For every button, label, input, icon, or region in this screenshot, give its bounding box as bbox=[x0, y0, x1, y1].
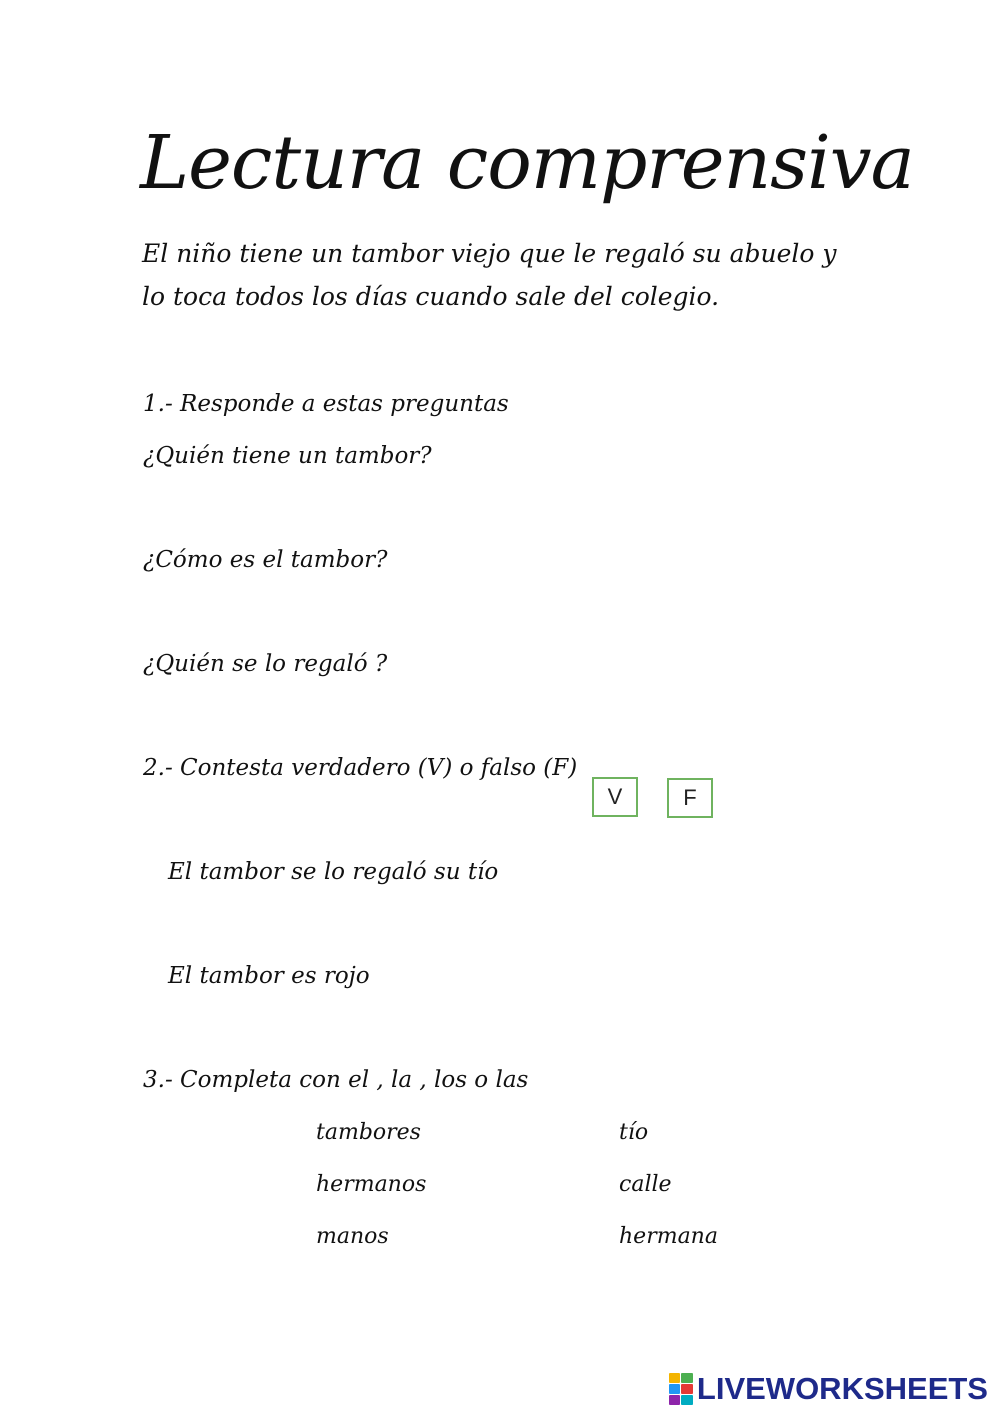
liveworksheets-wordmark: LIVEWORKSHEETS bbox=[696, 1371, 988, 1406]
liveworksheets-brand bbox=[669, 1371, 988, 1407]
section-1-heading: 1.- Responde a estas preguntas bbox=[143, 391, 509, 417]
section-3-heading: 3.- Completa con el , la , los o las bbox=[143, 1067, 529, 1093]
statement-1: El tambor se lo regaló su tío bbox=[168, 859, 499, 885]
word-left-2: hermanos bbox=[316, 1172, 427, 1197]
question-1: ¿Quién tiene un tambor? bbox=[143, 443, 432, 469]
word-left-1: tambores bbox=[316, 1120, 421, 1145]
page-title: Lectura comprensiva bbox=[140, 120, 914, 206]
liveworksheets-logo-icon bbox=[669, 1373, 693, 1405]
reading-line-2: lo toca todos los días cuando sale del colegio. bbox=[142, 282, 720, 311]
word-left-3: manos bbox=[316, 1224, 389, 1249]
word-right-3: hermana bbox=[619, 1224, 718, 1249]
word-right-2: calle bbox=[619, 1172, 672, 1197]
reading-line-1: El niño tiene un tambor viejo que le regaló su abuelo y bbox=[142, 239, 837, 268]
question-2: ¿Cómo es el tambor? bbox=[143, 547, 388, 573]
true-answer-box[interactable]: V bbox=[592, 777, 638, 817]
false-answer-box[interactable]: F bbox=[667, 778, 713, 818]
statement-2: El tambor es rojo bbox=[168, 963, 370, 989]
section-2-heading: 2.- Contesta verdadero (V) o falso (F) bbox=[143, 755, 578, 781]
word-right-1: tío bbox=[619, 1120, 649, 1145]
question-3: ¿Quién se lo regaló ? bbox=[143, 651, 388, 677]
